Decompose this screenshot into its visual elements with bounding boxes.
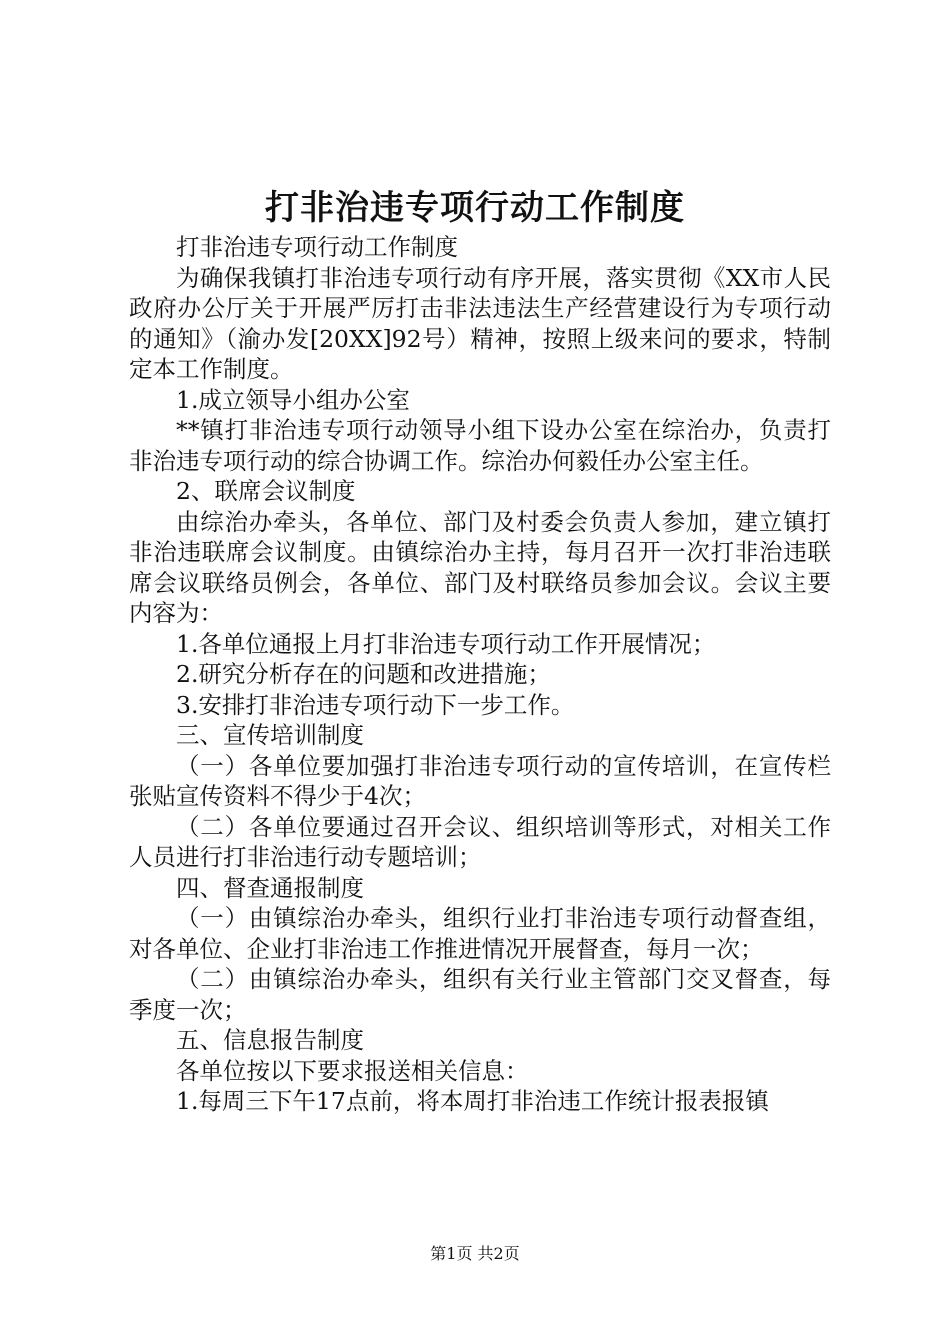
paragraph: 三、宣传培训制度: [176, 721, 364, 749]
paragraph: **镇打非治违专项行动领导小组下设办公室在综治办，负责打非治违专项行动的综合协调工作。综治办何毅任办公室主任。: [129, 416, 831, 475]
paragraph: 1.成立领导小组办公室: [176, 385, 410, 414]
paragraph: 五、信息报告制度: [176, 1026, 364, 1054]
paragraph: 由综治办牵头，各单位、部门及村委会负责人参加，建立镇打非治违联席会议制度。由镇综治办主持，每月召开一次打非治违联席会议联络员例会，各单位、部门及村联络员参加会议。会议主要内容为：: [129, 507, 831, 627]
paragraph: 1.各单位通报上月打非治违专项行动工作开展情况；: [176, 629, 716, 658]
document-title: 打非治违专项行动工作制度: [265, 188, 685, 228]
paragraph: （一）由镇综治办牵头，组织行业打非治违专项行动督查组，对各单位、企业打非治违工作推进情况开展督查，每月一次；: [129, 904, 831, 963]
paragraph: 各单位按以下要求报送相关信息：: [176, 1056, 529, 1085]
paragraph: 3.安排打非治违专项行动下一步工作。: [176, 690, 575, 719]
paragraph: （一）各单位要加强打非治违专项行动的宣传培训，在宣传栏张贴宣传资料不得少于4次；: [129, 751, 831, 810]
paragraph: 2.研究分析存在的问题和改进措施；: [176, 660, 551, 688]
paragraph: 1.每周三下午17点前，将本周打非治违工作统计报表报镇: [176, 1087, 769, 1115]
paragraph: 四、督查通报制度: [176, 873, 364, 902]
paragraph: 打非治违专项行动工作制度: [176, 233, 458, 261]
page-footer: 第1页 共2页: [430, 1244, 520, 1263]
document-body: [129, 232, 831, 1117]
paragraph: 为确保我镇打非治违专项行动有序开展，落实贯彻《XX市人民政府办公厅关于开展严厉打击非法违法生产经营建设行为专项行动的通知》（渝办发[20XX]92号）精神，按照上级来问的要求，特制定本工作制度。: [129, 263, 831, 383]
paragraph: （二）由镇综治办牵头，组织有关行业主管部门交叉督查，每季度一次；: [129, 965, 831, 1024]
paragraph: 2、联席会议制度: [176, 477, 356, 505]
paragraph: （二）各单位要通过召开会议、组织培训等形式，对相关工作人员进行打非治违行动专题培训；: [129, 812, 831, 871]
